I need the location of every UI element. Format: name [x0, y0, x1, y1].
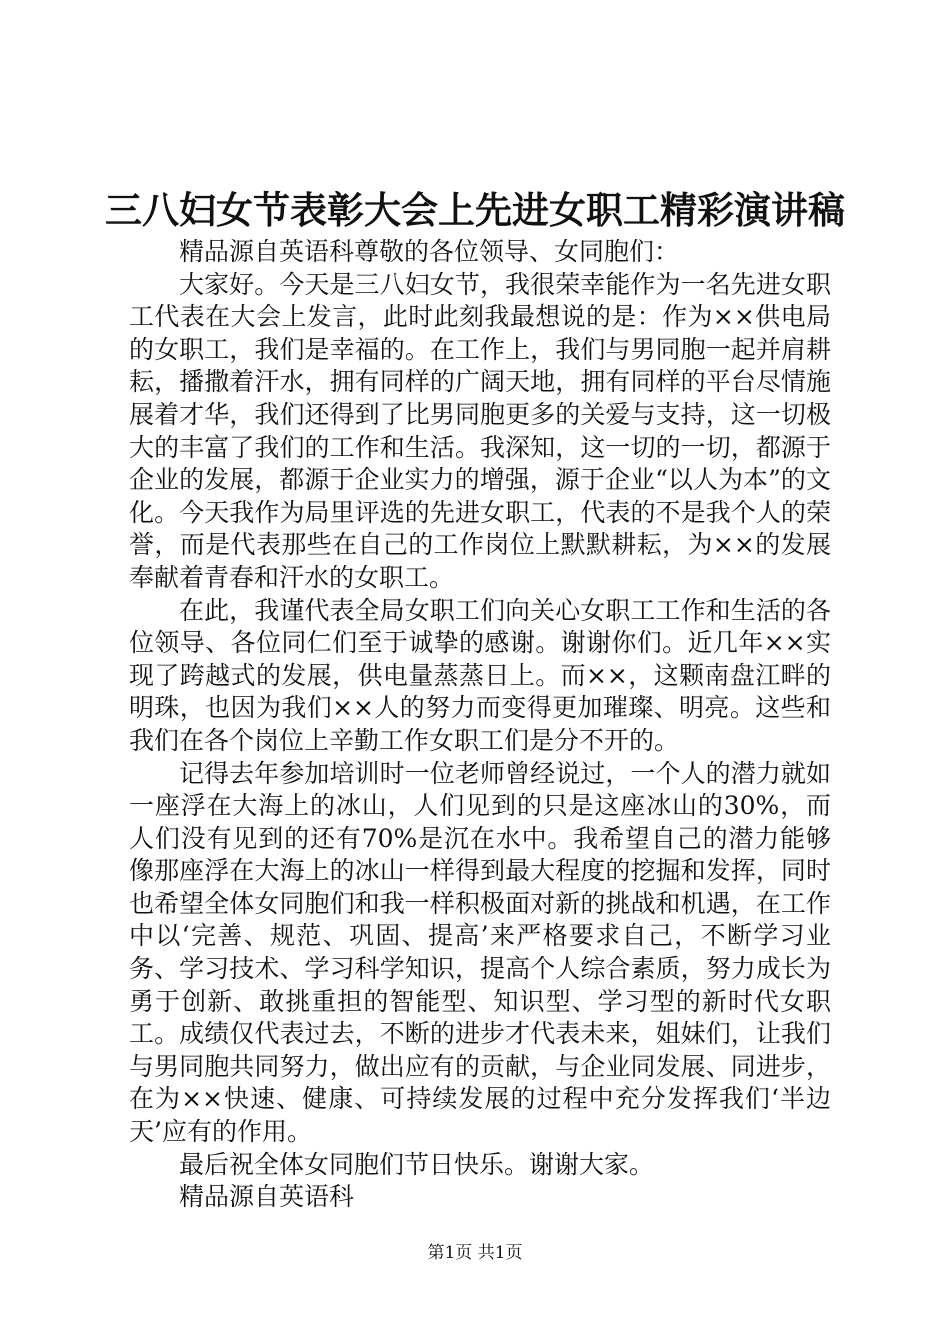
paragraph-iceberg: 记得去年参加培训时一位老师曾经说过，一个人的潜力就如一座浮在大海上的冰山，人们见到的只是这座冰山的30%，而人们没有见到的还有70%是沉在水中。我希望自己的潜力能够像那座浮在大海上的冰山一样得到最大程度的挖掘和发挥，同时也希望全体女同胞们和我一样积极面对新的挑战和机遇，在工作中以‘完善、规范、巩固、提高’来严格要求自己，不断学习业务、学习技术、学习科学知识，提高个人综合素质，努力成长为勇于创新、敢挑重担的智能型、知识型、学习型的新时代女职工。成绩仅代表过去，不断的进步才代表未来，姐妹们，让我们与男同胞共同努力，做出应有的贡献，与企业同发展、同进步，在为××快速、健康、可持续发展的过程中充分发挥我们‘半边天’应有的作用。	[129, 758, 831, 1147]
document-title: 三八妇女节表彰大会上先进女职工精彩演讲稿	[105, 188, 845, 232]
paragraph-salutation: 精品源自英语科尊敬的各位领导、女同胞们：	[179, 237, 680, 266]
paragraph-closing: 最后祝全体女同胞们节日快乐。谢谢大家。	[179, 1149, 655, 1179]
paragraph-source: 精品源自英语科	[179, 1182, 355, 1212]
document-body	[129, 236, 831, 1214]
paragraph-thanks: 在此，我谨代表全局女职工们向关心女职工工作和生活的各位领导、各位同仁们至于诚挚的感谢。谢谢你们。近几年××实现了跨越式的发展，供电量蒸蒸日上。而××，这颗南盘江畔的明珠，也因为我们××人的努力而变得更加璀璨、明亮。这些和我们在各个岗位上辛勤工作女职工们是分不开的。	[129, 595, 831, 755]
page-number-footer: 第1页 共1页	[427, 1243, 523, 1263]
paragraph-greeting: 大家好。今天是三八妇女节，我很荣幸能作为一名先进女职工代表在大会上发言，此时此刻我最想说的是：作为××供电局的女职工，我们是幸福的。在工作上，我们与男同胞一起并肩耕耘，播撒着汗水，拥有同样的广阔天地，拥有同样的平台尽情施展着才华，我们还得到了比男同胞更多的关爱与支持，这一切极大的丰富了我们的工作和生活。我深知，这一切的一切，都源于企业的发展，都源于企业实力的增强，源于企业“以人为本”的文化。今天我作为局里评选的先进女职工，代表的不是我个人的荣誉，而是代表那些在自己的工作岗位上默默耕耘，为××的发展奉献着青春和汗水的女职工。	[129, 269, 831, 592]
